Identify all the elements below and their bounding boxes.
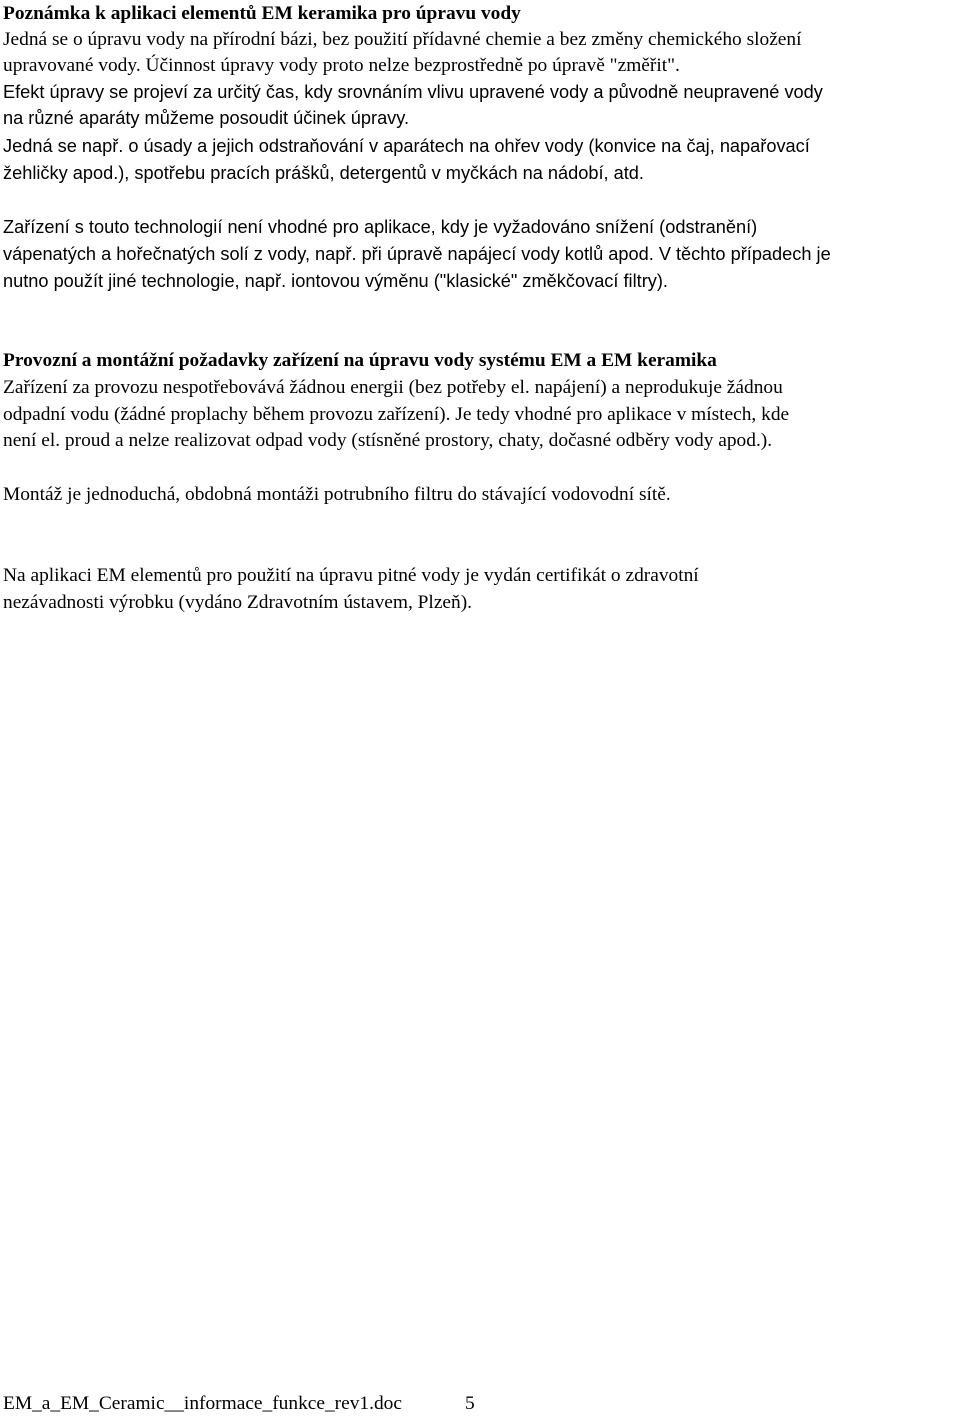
section2-para3-line: Na aplikaci EM elementů pro použití na úpravu pitné vody je vydán certifikát o zdravotní [3, 565, 699, 586]
footer-filename: EM_a_EM_Ceramic__informace_funkce_rev1.doc [3, 1393, 402, 1414]
section1-para1-line: upravované vody. Účinnost úpravy vody proto nelze bezprostředně po úpravě "změřit". [3, 55, 680, 76]
section1-para2-line: vápenatých a hořečnatých solí z vody, např. při úpravě napájecí vody kotlů apod. V těchto případech je [3, 244, 831, 264]
section2-heading: Provozní a montážní požadavky zařízení na úpravu vody systému EM a EM keramika [3, 350, 717, 371]
section1-para1-line: Jedná se např. o úsady a jejich odstraňování v aparátech na ohřev vody (konvice na čaj, napařovací [3, 136, 810, 156]
section2-para1-line: není el. proud a nelze realizovat odpad vody (stísněné prostory, chaty, dočasné odběry vody apod.). [3, 430, 773, 451]
section1-para1-line: žehličky apod.), spotřebu pracích prášků, detergentů v myčkách na nádobí, atd. [3, 163, 644, 183]
section2-para1-line: odpadní vodu (žádné proplachy během provozu zařízení). Je tedy vhodné pro aplikace v místech, kde [3, 404, 790, 425]
section2-para3-line: nezávadnosti výrobku (vydáno Zdravotním ústavem, Plzeň). [3, 592, 473, 613]
section1-para2-line: Zařízení s touto technologií není vhodné pro aplikace, kdy je vyžadováno snížení (odstranění) [3, 217, 758, 237]
footer-page-number: 5 [465, 1393, 475, 1414]
section2-para2-line: Montáž je jednoduchá, obdobná montáži potrubního filtru do stávající vodovodní sítě. [3, 484, 671, 505]
section1-para1-line: na různé aparáty můžeme posoudit účinek úpravy. [3, 108, 410, 128]
section1-para1-line: Jedná se o úpravu vody na přírodní bázi, bez použití přídavné chemie a bez změny chemického složení [3, 29, 802, 50]
section1-para1-line: Efekt úpravy se projeví za určitý čas, kdy srovnáním vlivu upravené vody a původně neupravené vody [3, 82, 823, 102]
section2-para1-line: Zařízení za provozu nespotřebovává žádnou energii (bez potřeby el. napájení) a neprodukuje žádnou [3, 377, 783, 398]
section1-para2-line: nutno použít jiné technologie, např. iontovou výměnu ("klasické" změkčovací filtry). [3, 271, 668, 291]
section1-heading: Poznámka k aplikaci elementů EM keramika pro úpravu vody [3, 3, 521, 24]
